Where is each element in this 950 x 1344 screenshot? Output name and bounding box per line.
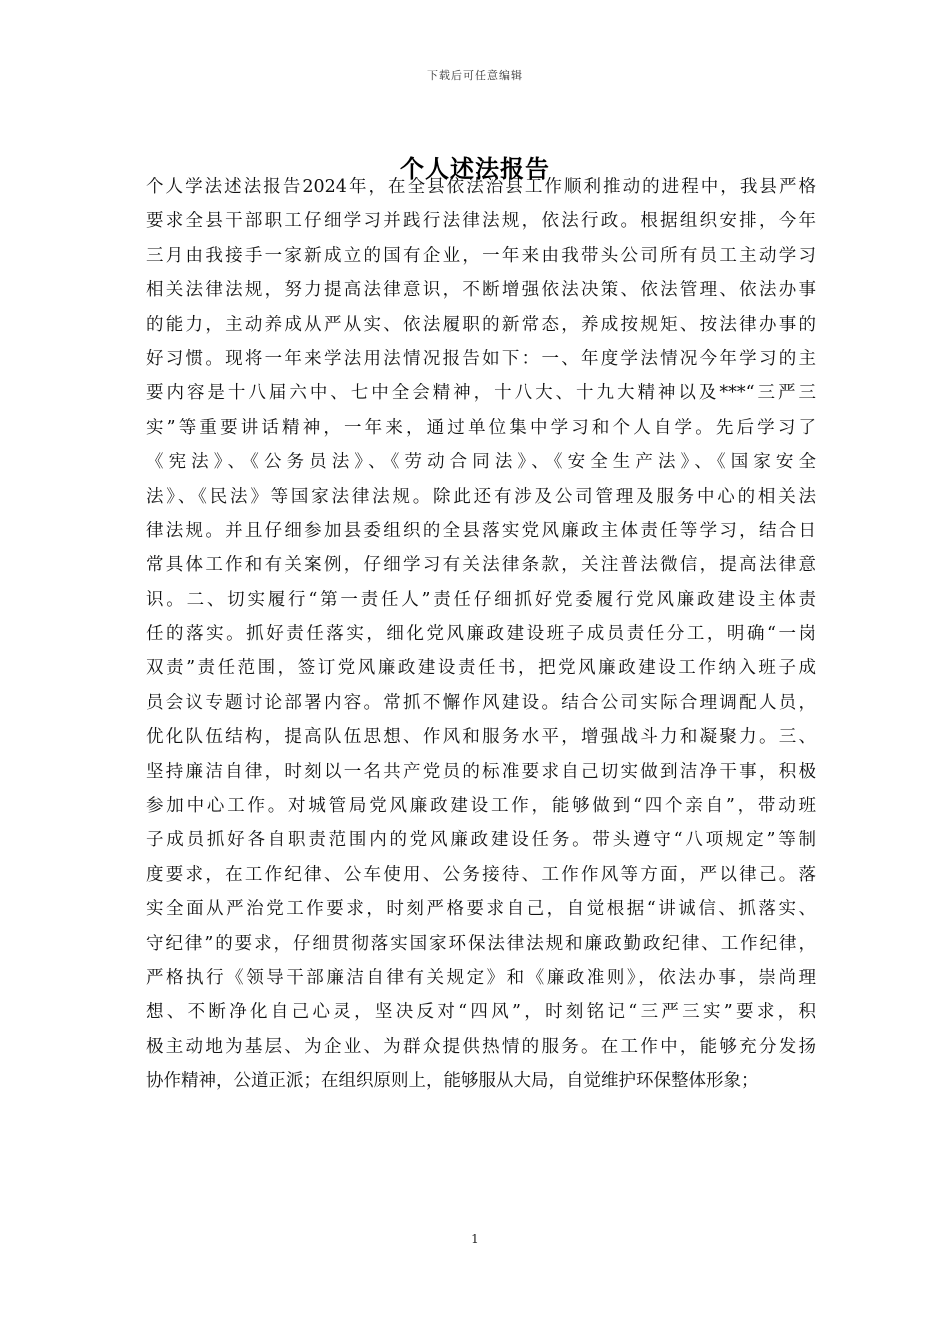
body-line: 守纪律”的要求，仔细贯彻落实国家环保法律法规和廉政勤政纪律、工作纪律， bbox=[146, 933, 816, 954]
body-line: 相关法律法规，努力提高法律意识，不断增强依法决策、依法管理、依法办事 bbox=[146, 280, 816, 301]
body-line: 法》、《民法》等国家法律法规。除此还有涉及公司管理及服务中心的相关法 bbox=[146, 486, 816, 507]
body-line: 想、不断净化自己心灵，坚决反对“四风”，时刻铭记“三严三实”要求，积 bbox=[146, 1002, 816, 1023]
body-line: 个人学法述法报告2024年，在全县依法治县工作顺利推动的进程中，我县严格 bbox=[146, 177, 816, 197]
body-line: 协作精神，公道正派；在组织原则上，能够服从大局，自觉维护环保整体形象； bbox=[146, 1071, 759, 1092]
body-line: 任的落实。抓好责任落实，细化党风廉政建设班子成员责任分工，明确“一岗 bbox=[146, 624, 816, 645]
body-line: 极主动地为基层、为企业、为群众提供热情的服务。在工作中，能够充分发扬 bbox=[146, 1036, 816, 1057]
body-line: 律法规。并且仔细参加县委组织的全县落实党风廉政主体责任等学习，结合日 bbox=[146, 520, 816, 541]
body-line: 要求全县干部职工仔细学习并践行法律法规，依法行政。根据组织安排，今年 bbox=[146, 211, 816, 232]
body-line: 员会议专题讨论部署内容。常抓不懈作风建设。结合公司实际合理调配人员， bbox=[146, 692, 816, 713]
document-body bbox=[146, 170, 816, 1099]
body-line: 参加中心工作。对城管局党风廉政建设工作，能够做到“四个亲自”，带动班 bbox=[146, 796, 816, 817]
body-line: 要内容是十八届六中、七中全会精神，十八大、十九大精神以及***“三严三 bbox=[146, 383, 816, 404]
body-line: 的能力，主动养成从严从实、依法履职的新常态，养成按规矩、按法律办事的 bbox=[146, 314, 816, 335]
body-line: 常具体工作和有关案例，仔细学习有关法律条款，关注普法微信，提高法律意 bbox=[146, 555, 816, 576]
body-line: 双责”责任范围，签订党风廉政建设责任书，把党风廉政建设工作纳入班子成 bbox=[146, 658, 816, 679]
body-line: 坚持廉洁自律，时刻以一名共产党员的标准要求自己切实做到洁净干事，积极 bbox=[146, 761, 816, 782]
body-line: 实”等重要讲话精神，一年来，通过单位集中学习和个人自学。先后学习了 bbox=[146, 417, 816, 438]
body-line: 子成员抓好各自职责范围内的党风廉政建设任务。带头遵守“八项规定”等制 bbox=[146, 830, 816, 851]
document-title: 个人述法报告 bbox=[400, 154, 550, 183]
page-number: 1 bbox=[471, 1232, 479, 1246]
body-line: 严格执行《领导干部廉洁自律有关规定》和《廉政准则》，依法办事，崇尚理 bbox=[146, 967, 816, 988]
body-line: 三月由我接手一家新成立的国有企业，一年来由我带头公司所有员工主动学习 bbox=[146, 245, 816, 266]
header-note: 下载后可任意编辑 bbox=[427, 69, 523, 82]
body-line: 度要求，在工作纪律、公车使用、公务接待、工作作风等方面，严以律己。落 bbox=[146, 864, 816, 885]
body-line: 识。二、切实履行“第一责任人”责任仔细抓好党委履行党风廉政建设主体责 bbox=[146, 589, 816, 610]
body-line: 《宪法》、《公务员法》、《劳动合同法》、《安全生产法》、《国家安全 bbox=[146, 452, 816, 473]
body-line: 优化队伍结构，提高队伍思想、作风和服务水平，增强战斗力和凝聚力。三、 bbox=[146, 727, 816, 748]
body-line: 好习惯。现将一年来学法用法情况报告如下：一、年度学法情况今年学习的主 bbox=[146, 348, 816, 369]
body-line: 实全面从严治党工作要求，时刻严格要求自己，自觉根据“讲诚信、抓落实、 bbox=[146, 899, 816, 920]
